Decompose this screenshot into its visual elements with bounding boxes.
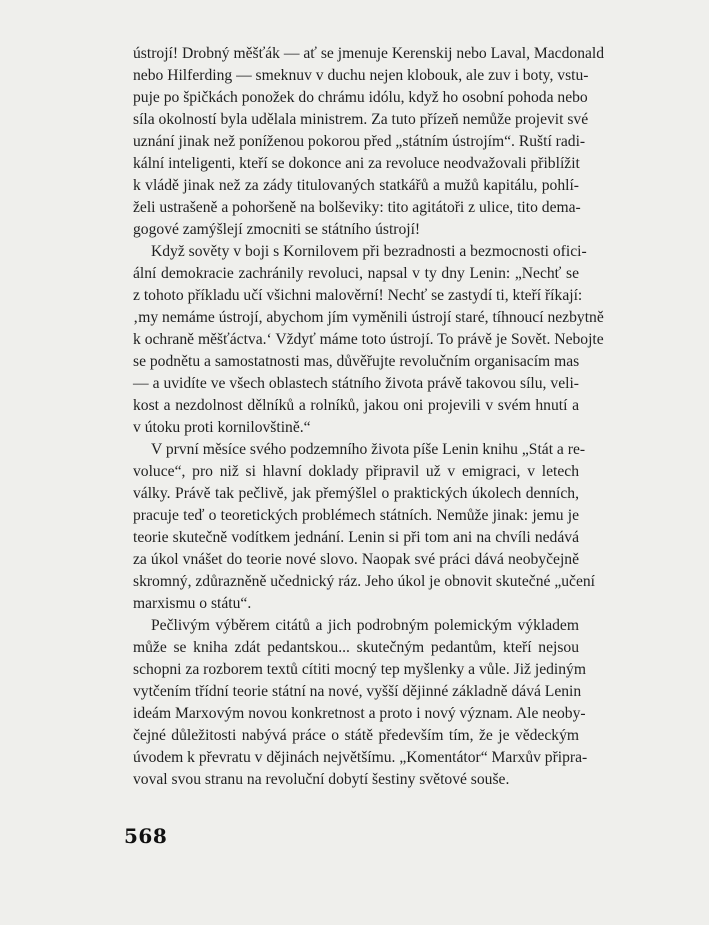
text-line: z tohoto příkladu učí všichni malověrní! Nechť se zastydí ti, kteří říkají: [133, 287, 583, 304]
text-line: V první měsíce svého podzemního života píše Lenin knihu „Stát a re- [151, 441, 586, 458]
text-line: gogové zamýšlejí zmocniti se státního ústrojí! [133, 221, 421, 238]
text-line: k ochraně měšťáctva.‘ Vždyť máme toto ústrojí. To právě je Sovět. Nebojte [133, 331, 604, 348]
paragraph [133, 43, 605, 241]
text-line: ‚my nemáme ústrojí, abychom jím vyměnili ústrojí staré, tíhnoucí nezbytně [133, 309, 604, 326]
text-line: želi ustrašeně a pohoršeně na bolševiky: tito agitátoři z ulice, tito dema- [133, 199, 581, 216]
text-line: kost a nezdolnost dělníků a rolníků, jakou oni projevili v svém hnutí a [133, 397, 579, 414]
paragraph [133, 439, 596, 615]
text-line: schopni za rozborem textů cítiti mocný tep myšlenky a vůle. Již jediným [133, 661, 586, 678]
text-line: se podnětu a samostatnosti mas, důvěřujte revolučním organisacím mas [133, 353, 580, 370]
text-line: může se kniha zdát pedantskou... skutečným pedantům, kteří nejsou [133, 639, 579, 656]
text-line: vytčením třídní teorie státní na nové, vyšší dějinné základně dává Lenin [133, 683, 582, 700]
paragraph [133, 615, 588, 791]
text-line: války. Právě tak pečlivě, jak přemýšlel o praktických úkolech denních, [133, 485, 579, 502]
page-number: 568 [124, 824, 168, 848]
text-line: ální demokracie zachránily revoluci, napsal v ty dny Lenin: „Nechť se [133, 265, 579, 282]
text-line: Když sověty v boji s Kornilovem při bezradnosti a bezmocnosti ofici- [151, 243, 587, 260]
text-line: za úkol vnášet do teorie nové slovo. Naopak své práci dává neobyčejně [133, 551, 579, 568]
text-line: skromný, zdůrazněně učednický ráz. Jeho úkol je obnovit skutečné „učení [133, 573, 596, 590]
text-line: ústrojí! Drobný měšťák — ať se jmenuje Kerenskij nebo Laval, Macdonald [133, 45, 605, 62]
text-line: ideám Marxovým novou konkretnost a proto i nový význam. Ale neoby- [133, 705, 586, 722]
text-line: úvodem k převratu v dějinách největšímu. „Komentátor“ Marxův připra- [133, 749, 588, 766]
text-line: síla okolností byla udělala ministrem. Za tuto přízeň nemůže projevit své [133, 111, 589, 128]
text-line: kální inteligenti, kteří se dokonce ani za revoluce neodvažovali přiblížit [133, 155, 580, 172]
text-line: marxismu o státu“. [133, 595, 252, 612]
text-line: puje po špičkách ponožek do chrámu idólu, když ho osobní pohoda nebo [133, 89, 588, 106]
text-line: v útoku proti kornilovštině.“ [133, 419, 311, 436]
text-line: čejné důležitosti nabývá práce o státě především tím, že je vědeckým [133, 727, 579, 744]
body-text [133, 43, 605, 791]
text-line: nebo Hilferding — smeknuv v duchu nejen klobouk, ale zuv i boty, vstu- [133, 67, 589, 84]
text-line: pracuje teď o teoretických problémech státních. Nemůže jinak: jemu je [133, 507, 579, 524]
paragraph [133, 241, 604, 439]
text-line: Pečlivým výběrem citátů a jich podrobným polemickým výkladem [151, 617, 579, 634]
text-line: — a uvidíte ve všech oblastech státního života právě takovou sílu, veli- [133, 375, 579, 392]
text-line: k vládě jinak než za zády titulovaných statkářů a mužů kapitálu, pohlí- [133, 177, 579, 194]
text-line: voval svou stranu na revoluční dobytí šestiny světové souše. [133, 771, 510, 788]
text-line: voluce“, pro niž si hlavní doklady připravil už v emigraci, v letech [133, 463, 579, 480]
text-line: teorie skutečně vodítkem jednání. Lenin si při tom ani na chvíli nedává [133, 529, 579, 546]
text-line: uznání jinak než poníženou pokorou před „státním ústrojím“. Ruští radi- [133, 133, 586, 150]
